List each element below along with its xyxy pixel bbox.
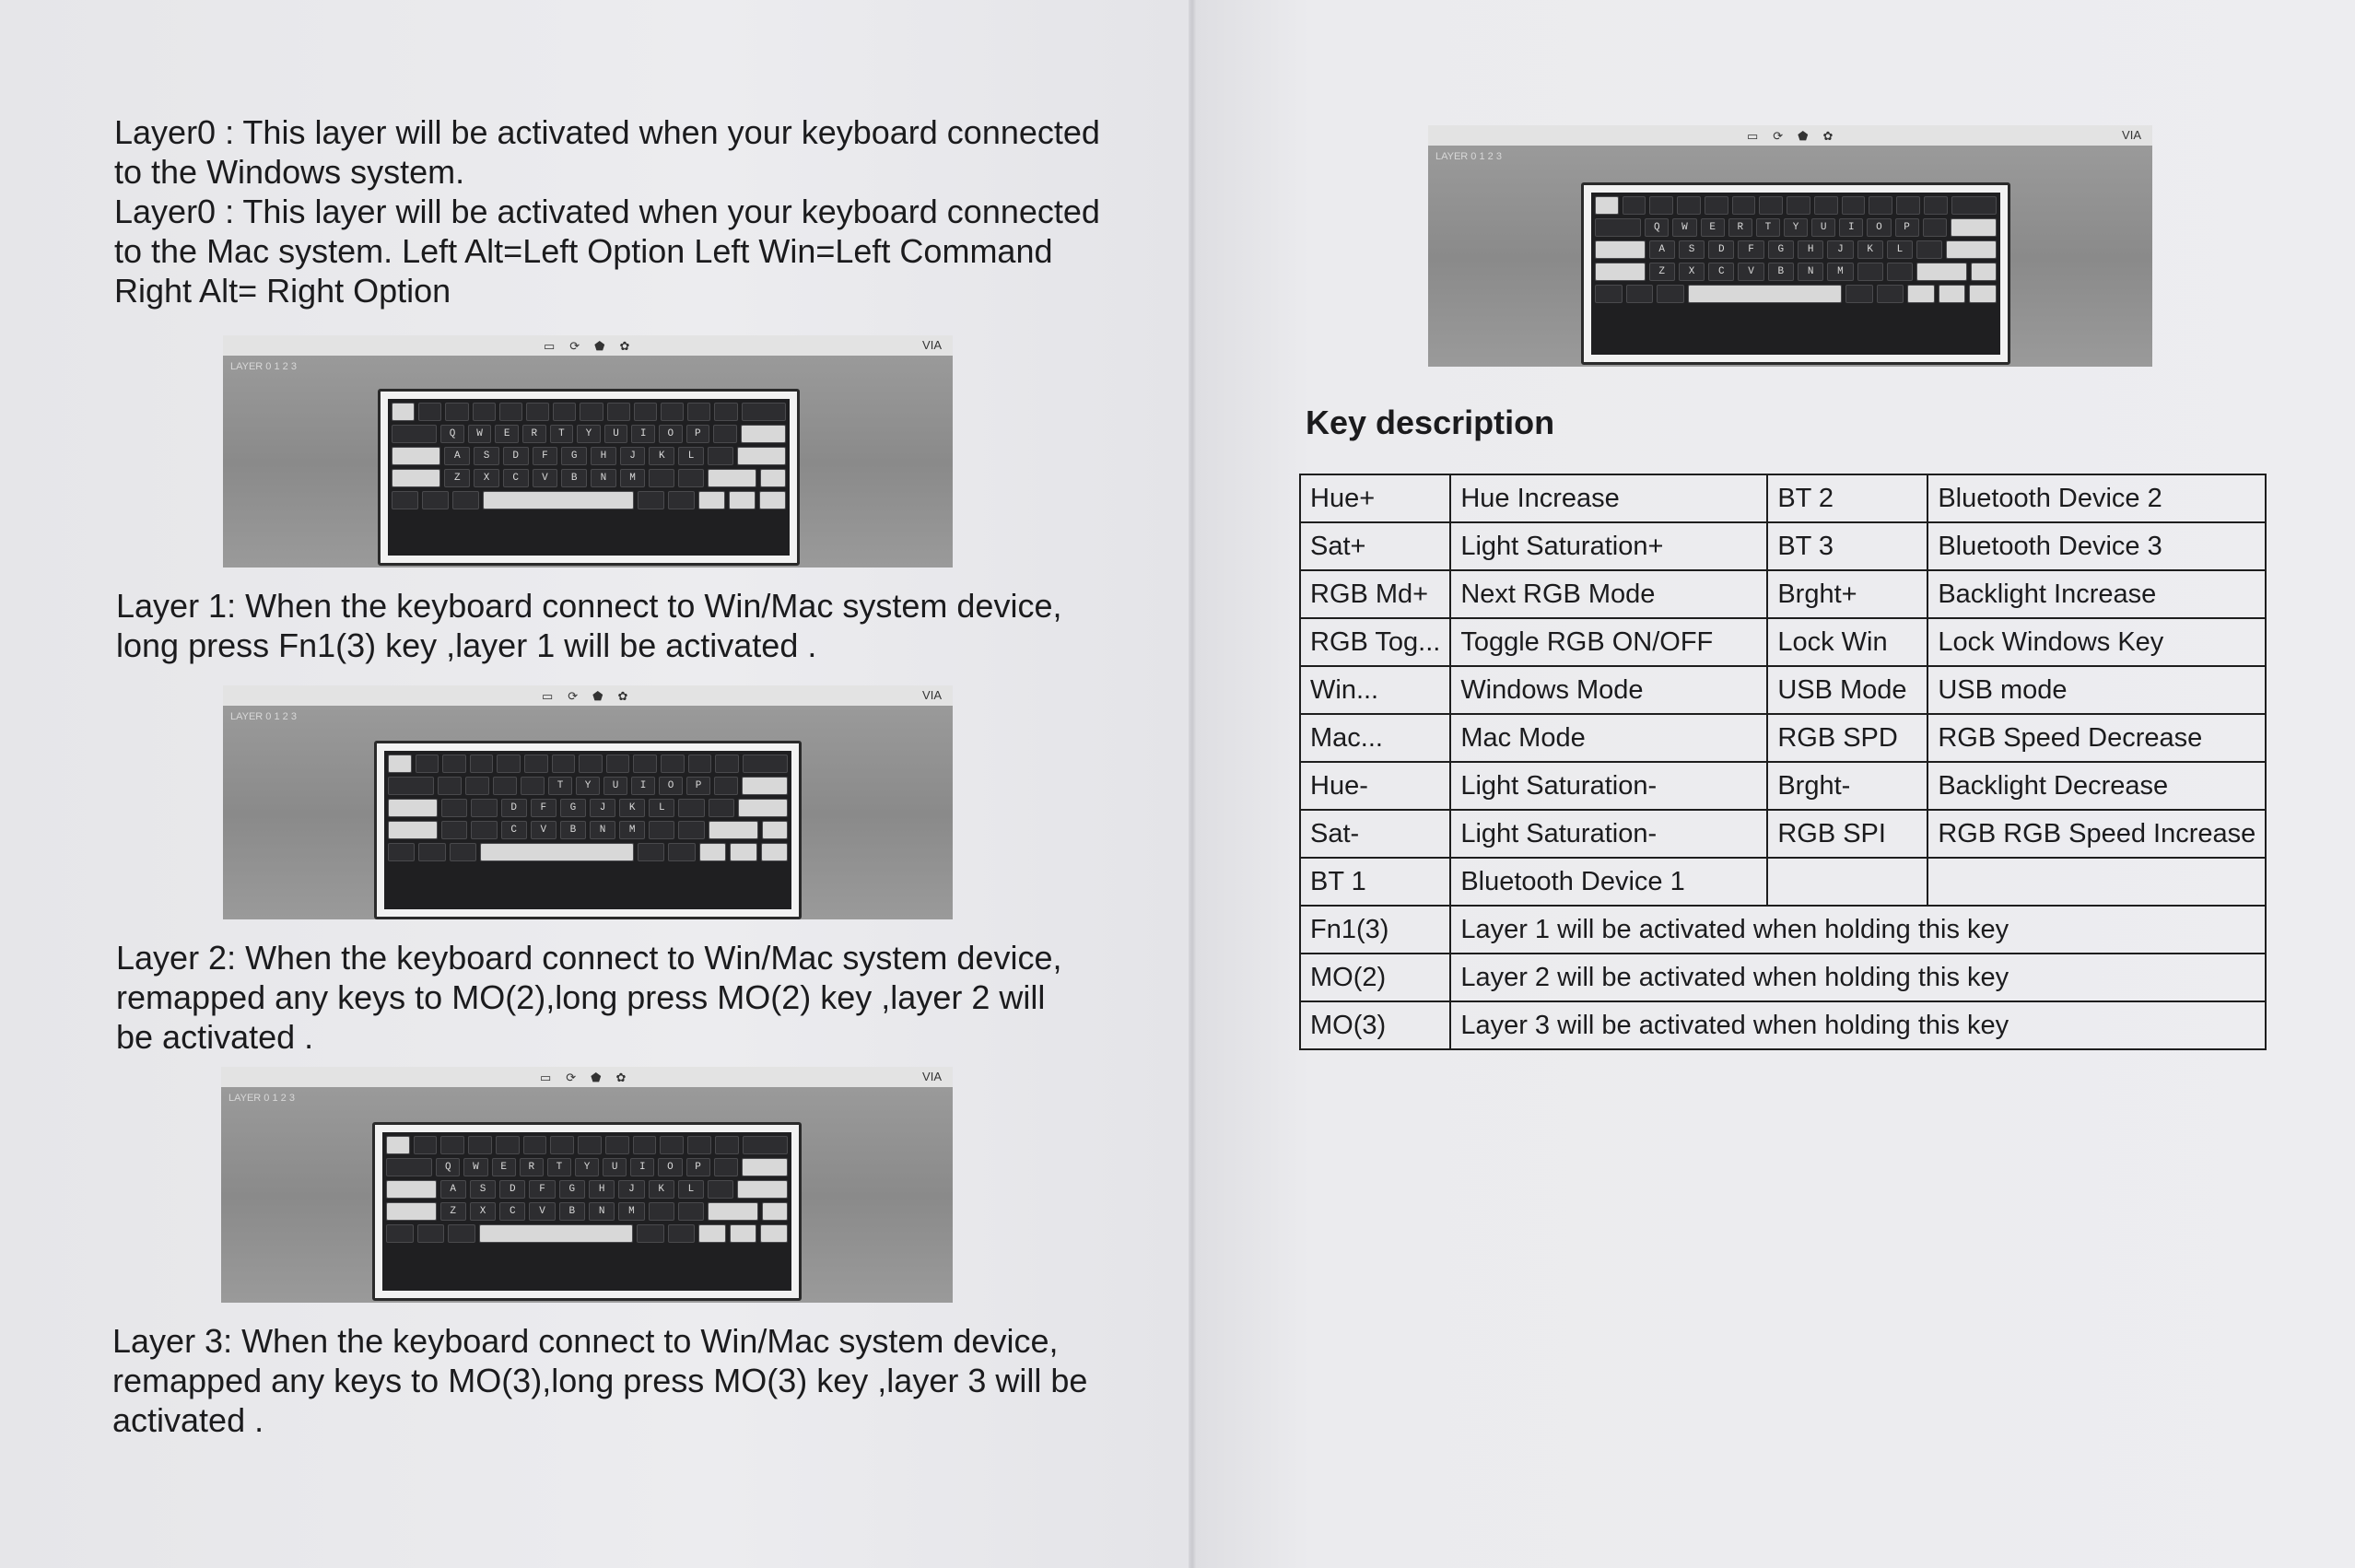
via-toolbar	[223, 335, 953, 356]
key-table-body	[1300, 474, 2266, 1049]
key-name-cell: Mac...	[1300, 714, 1450, 762]
text-line: remapped any keys to MO(2),long press MO(2) key ,layer 2 will	[116, 978, 1046, 1016]
table-row	[1300, 714, 2266, 762]
via-screenshot-layer2	[221, 1067, 953, 1303]
table-row	[1300, 954, 2266, 1001]
key-name-cell: RGB Tog...	[1300, 618, 1450, 666]
key-description-cell: Bluetooth Device 3	[1927, 522, 2266, 570]
key-name-cell: BT 2	[1767, 474, 1927, 522]
key-name-cell: Hue+	[1300, 474, 1450, 522]
layer-selector: LAYER 0 1 2 3	[230, 361, 297, 372]
key-name-cell: Sat-	[1300, 810, 1450, 858]
page-fold	[1189, 0, 1196, 1568]
key-name-cell: BT 3	[1767, 522, 1927, 570]
via-logo: VIA	[2122, 128, 2141, 142]
key-description-cell: RGB RGB Speed Increase	[1927, 810, 2266, 858]
key-name-cell: RGB SPD	[1767, 714, 1927, 762]
keyboard-image: Q W E R T Y U I O P A S D F G H J K L Z X C V B N M	[378, 389, 800, 566]
text-line: activated .	[112, 1401, 264, 1439]
key-name-cell: USB Mode	[1767, 666, 1927, 714]
table-row	[1300, 1001, 2266, 1049]
toolbar-icons: ▭⟳⬟✿	[1747, 129, 1848, 143]
key-name-cell: MO(3)	[1300, 1001, 1450, 1049]
keyboard-image: Q W E R T Y U I O P A S D F G H J K L Z X C V B N M	[372, 1122, 802, 1301]
key-name-cell: Sat+	[1300, 522, 1450, 570]
key-description-cell: Bluetooth Device 1	[1450, 858, 1767, 906]
key-name-cell: Lock Win	[1767, 618, 1927, 666]
key-name-cell: Brght-	[1767, 762, 1927, 810]
key-description-cell: Layer 2 will be activated when holding this key	[1450, 954, 2266, 1001]
table-row	[1300, 810, 2266, 858]
key-name-cell: MO(2)	[1300, 954, 1450, 1001]
key-description-cell: Light Saturation+	[1450, 522, 1767, 570]
layer3-paragraph	[112, 1321, 1087, 1440]
key-description-cell: Windows Mode	[1450, 666, 1767, 714]
via-toolbar	[223, 685, 953, 706]
text-line: to the Windows system.	[114, 153, 465, 191]
text-line: Layer 3: When the keyboard connect to Win/Mac system device,	[112, 1322, 1059, 1360]
toolbar-icons: ▭⟳⬟✿	[544, 339, 645, 353]
key-name-cell: Brght+	[1767, 570, 1927, 618]
table-row	[1300, 858, 2266, 906]
key-description-cell: Hue Increase	[1450, 474, 1767, 522]
table-row	[1300, 666, 2266, 714]
key-description-table	[1299, 474, 2267, 1050]
text-line: remapped any keys to MO(3),long press MO(3) key ,layer 3 will be	[112, 1362, 1088, 1399]
key-name-cell: RGB SPI	[1767, 810, 1927, 858]
table-row	[1300, 522, 2266, 570]
key-description-cell: Toggle RGB ON/OFF	[1450, 618, 1767, 666]
key-name-cell: Fn1(3)	[1300, 906, 1450, 954]
key-description-cell: Layer 3 will be activated when holding this key	[1450, 1001, 2266, 1049]
key-name-cell: BT 1	[1300, 858, 1450, 906]
via-logo: VIA	[922, 338, 942, 352]
key-description-cell: Bluetooth Device 2	[1927, 474, 2266, 522]
text-line: long press Fn1(3) key ,layer 1 will be activated .	[116, 626, 817, 664]
key-description-cell: Lock Windows Key	[1927, 618, 2266, 666]
key-description-cell: Light Saturation-	[1450, 810, 1767, 858]
key-description-cell: Backlight Decrease	[1927, 762, 2266, 810]
table-row	[1300, 618, 2266, 666]
via-screenshot-layer3	[1428, 125, 2152, 367]
key-description-cell: RGB Speed Decrease	[1927, 714, 2266, 762]
layer1-paragraph	[116, 586, 1061, 665]
key-name-cell	[1767, 858, 1927, 906]
via-toolbar	[1428, 125, 2152, 146]
key-description-cell: USB mode	[1927, 666, 2266, 714]
table-row	[1300, 474, 2266, 522]
table-row	[1300, 762, 2266, 810]
intro-paragraph	[114, 112, 1100, 310]
via-screenshot-layer0	[223, 335, 953, 568]
key-name-cell: Hue-	[1300, 762, 1450, 810]
key-description-cell	[1927, 858, 2266, 906]
keyboard-image: T Y U I O P D F G J K L C V B N M	[374, 741, 802, 919]
layer-selector: LAYER 0 1 2 3	[230, 711, 297, 722]
key-name-cell: Win...	[1300, 666, 1450, 714]
key-description-cell: Backlight Increase	[1927, 570, 2266, 618]
text-line: Layer0 : This layer will be activated when your keyboard connected	[114, 113, 1100, 151]
layer-selector: LAYER 0 1 2 3	[1435, 151, 1502, 162]
text-line: Layer 1: When the keyboard connect to Win/Mac system device,	[116, 587, 1062, 625]
key-description-cell: Mac Mode	[1450, 714, 1767, 762]
layer2-paragraph	[116, 938, 1061, 1057]
key-description-cell: Layer 1 will be activated when holding this key	[1450, 906, 2266, 954]
via-logo: VIA	[922, 1070, 942, 1083]
text-line: Layer0 : This layer will be activated when your keyboard connected	[114, 193, 1100, 230]
table-row	[1300, 906, 2266, 954]
layer-selector: LAYER 0 1 2 3	[228, 1093, 295, 1104]
key-description-cell: Next RGB Mode	[1450, 570, 1767, 618]
key-description-cell: Light Saturation-	[1450, 762, 1767, 810]
key-name-cell: RGB Md+	[1300, 570, 1450, 618]
toolbar-icons: ▭⟳⬟✿	[540, 1071, 641, 1084]
via-logo: VIA	[922, 688, 942, 702]
keyboard-image: Q W E R T Y U I O P A S D F G H J K L Z X C V B N M	[1581, 182, 2010, 365]
key-description-heading: Key description	[1306, 404, 1555, 441]
text-line: to the Mac system. Left Alt=Left Option Left Win=Left Command	[114, 232, 1053, 270]
via-toolbar	[221, 1067, 953, 1087]
table-row	[1300, 570, 2266, 618]
text-line: Right Alt= Right Option	[114, 272, 451, 310]
via-screenshot-layer1	[223, 685, 953, 919]
text-line: be activated .	[116, 1018, 314, 1056]
text-line: Layer 2: When the keyboard connect to Win/Mac system device,	[116, 939, 1062, 977]
toolbar-icons: ▭⟳⬟✿	[542, 689, 643, 703]
